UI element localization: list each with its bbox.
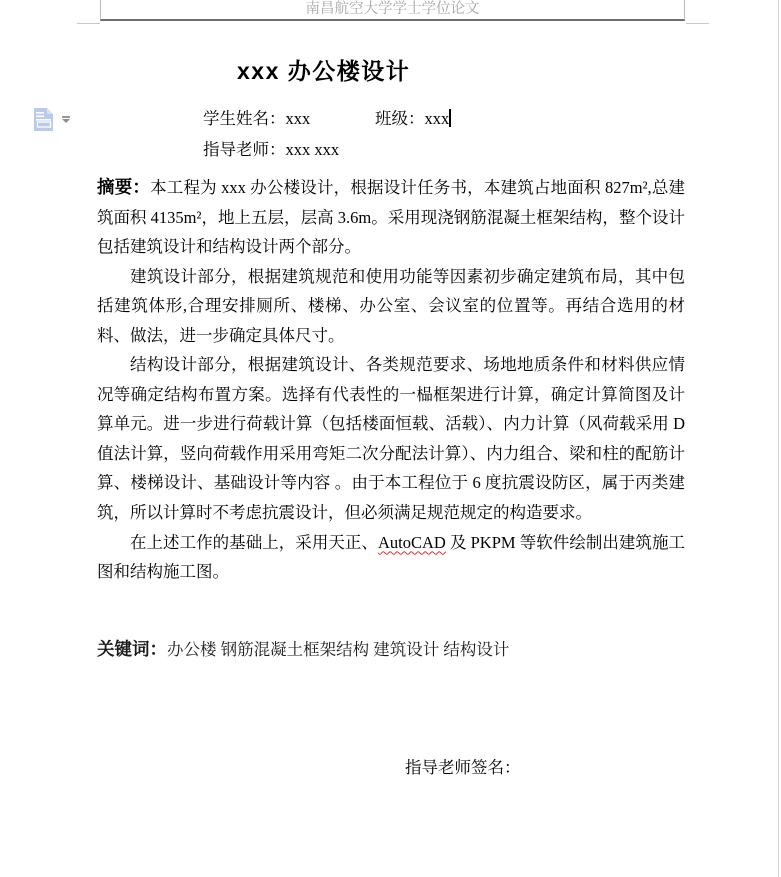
keywords-value: 办公楼 钢筋混凝土框架结构 建筑设计 结构设计	[167, 639, 510, 659]
signature-line	[97, 754, 685, 778]
student-info-line	[97, 108, 685, 130]
paragraph-software-after: 及 PKPM 等软件绘制出建筑施工图和结构施工图。	[97, 532, 685, 582]
paragraph-software-before: 在上述工作的基础上，采用天正、	[130, 532, 378, 552]
advisor-value: xxx xxx	[285, 140, 340, 159]
paste-options-icon[interactable]	[33, 108, 54, 131]
abstract-text: 本工程为 xxx 办公楼设计，根据设计任务书，本建筑占地面积 827m²,总建筑面积 4135m²，地上五层，层高 3.6m。采用现浇钢筋混凝土框架结构，整个设计包括建筑设计和结构设计两个部分。	[97, 178, 686, 257]
smart-tag-dropdown-button[interactable]	[62, 116, 70, 123]
text-body[interactable]	[97, 55, 685, 778]
abstract-paragraph	[97, 173, 685, 262]
thesis-title: xxx 办公楼设计	[237, 58, 411, 84]
margin-crop-mark-right	[686, 23, 709, 24]
signature-label: 指导老师签名：	[405, 758, 521, 777]
paragraph-architectural-design: 建筑设计部分，根据建筑规范和使用功能等因素初步确定建筑布局，其中包括建筑体形,合理安排厕所、楼梯、办公室、会议室的位置等。再结合选用的材料、做法，进一步确定具体尺寸。	[97, 266, 685, 345]
keywords-line	[97, 637, 685, 662]
dropdown-bar	[62, 116, 70, 118]
class-label: 班级：	[375, 110, 425, 128]
class-value: xxx	[424, 109, 450, 128]
page-header	[100, 0, 685, 21]
paragraph-structural-design: 结构设计部分，根据建筑设计、各类规范要求、场地地质条件和材料供应情况等确定结构布置方案。选择有代表性的一榀框架进行计算，确定计算简图及计算单元。进一步进行荷载计算（包括楼面恒载、活载）、内力计算（风荷载采用 D 值法计算，竖向荷载作用采用弯矩二次分配法计算）、内力组合、梁和柱的配筋计算、楼梯设计、基础设计等内容 。由于本工程位于 6 度抗震设防区，属于丙类建筑，所以计算时不考虑抗震设计，但必须满足规范规定的构造要求。	[97, 355, 685, 523]
advisor-info-line	[97, 139, 685, 161]
student-name-pair	[203, 108, 375, 130]
keywords-label: 关键词：	[97, 638, 167, 659]
smart-tag[interactable]	[33, 108, 70, 131]
page-edge-divider	[778, 0, 779, 877]
abstract-label: 摘要：	[97, 177, 151, 197]
student-name-label: 学生姓名：	[203, 110, 286, 128]
header-title: 南昌航空大学学士学位论文	[305, 1, 480, 17]
margin-crop-mark-left	[77, 23, 100, 24]
advisor-label: 指导老师：	[203, 141, 286, 159]
chevron-down-icon	[62, 119, 70, 123]
paragraph-software	[97, 528, 685, 587]
text-cursor	[449, 109, 451, 127]
student-name-value: xxx	[285, 109, 311, 128]
spellcheck-flagged-word: AutoCAD	[377, 532, 446, 552]
